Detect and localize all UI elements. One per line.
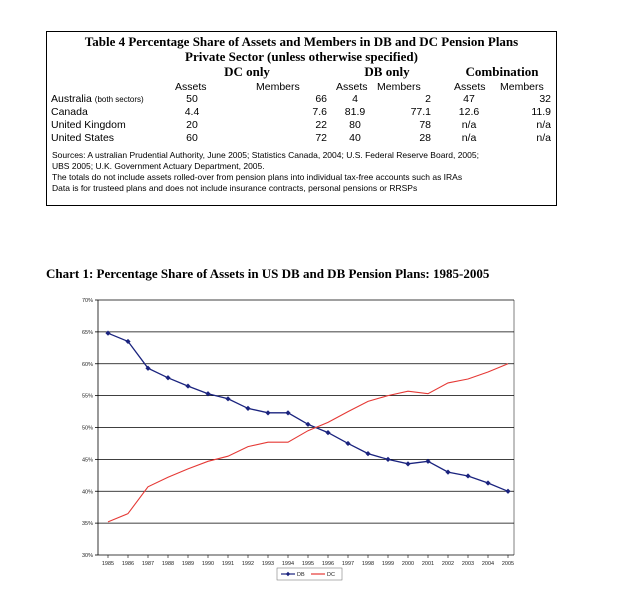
table-cell: 12.6 — [458, 106, 480, 118]
x-tick-label: 1991 — [221, 561, 235, 567]
x-tick-label: 1994 — [281, 561, 295, 567]
table-cell: 81.9 — [344, 106, 366, 118]
x-tick-label: 1993 — [261, 561, 275, 567]
table-row-label: United Kingdom — [51, 119, 126, 131]
table-title: Table 4 Percentage Share of Assets and Members in DB and DC Pension Plans — [84, 34, 519, 49]
table-cell: 66 — [315, 93, 327, 105]
data-point-db — [245, 406, 250, 411]
column-header: Members — [256, 81, 300, 93]
table-cell: n/a — [461, 132, 477, 144]
table-cell: 7.6 — [312, 106, 327, 118]
data-point-db — [345, 441, 350, 446]
data-point-db — [385, 457, 390, 462]
y-tick-label: 40% — [81, 489, 93, 496]
table-cell: 32 — [539, 93, 551, 105]
y-tick-label: 45% — [81, 457, 93, 464]
x-tick-label: 1985 — [101, 561, 115, 567]
data-point-db — [445, 470, 450, 475]
data-point-db — [225, 396, 230, 401]
table-note: The totals do not include assets rolled-over from pension plans into individual tax-free accounts such as IRAs — [52, 172, 463, 182]
x-tick-label: 1990 — [201, 561, 215, 567]
table-cell: 80 — [349, 119, 361, 131]
table-cell: 72 — [315, 132, 327, 144]
table-cell: 28 — [419, 132, 431, 144]
x-tick-label: 2002 — [441, 561, 455, 567]
legend — [277, 568, 342, 580]
table-row-label: Canada — [51, 106, 88, 118]
y-tick-label: 65% — [81, 329, 93, 336]
table-row-label: United States — [51, 132, 115, 144]
y-tick-label: 60% — [81, 361, 93, 368]
x-tick-label: 1997 — [341, 561, 355, 567]
axes — [82, 298, 514, 567]
table-cell: 22 — [315, 119, 327, 131]
data-point-db — [105, 331, 110, 336]
column-header: Assets — [175, 81, 207, 93]
table-cell: 11.9 — [531, 106, 551, 118]
x-tick-label: 2005 — [501, 561, 515, 567]
table-cell: 50 — [186, 93, 198, 105]
column-header: Assets — [336, 81, 368, 93]
series-markers — [105, 331, 510, 494]
data-point-db — [285, 410, 290, 415]
country-qualifier: (both sectors) — [94, 95, 144, 104]
table-cell: 47 — [463, 93, 475, 105]
table-note: UBS 2005; U.K. Government Actuary Department, 2005. — [52, 161, 265, 171]
data-point-db — [505, 489, 510, 494]
group-header-dc-only: DC only — [224, 64, 270, 79]
data-point-db — [325, 430, 330, 435]
legend-label-dc: DC — [327, 572, 335, 578]
x-tick-label: 1996 — [321, 561, 335, 567]
table-cell: 78 — [419, 119, 431, 131]
y-tick-label: 70% — [81, 298, 93, 304]
table-cell: 4.4 — [184, 106, 200, 118]
data-point-db — [365, 451, 370, 456]
table-cell: 60 — [186, 132, 198, 144]
table-cell: 2 — [425, 93, 431, 105]
y-tick-label: 35% — [81, 521, 93, 528]
x-tick-label: 2004 — [481, 561, 495, 567]
data-point-db — [265, 410, 270, 415]
x-tick-label: 2000 — [401, 561, 415, 567]
table-cell: 77.1 — [410, 106, 431, 118]
column-header: Members — [377, 81, 421, 93]
legend-label-db: DB — [297, 572, 305, 578]
y-tick-label: 50% — [81, 425, 93, 432]
group-header-db-only: DB only — [364, 64, 410, 79]
x-tick-label: 1998 — [361, 561, 375, 567]
table-cell: n/a — [536, 119, 551, 131]
data-point-db — [465, 473, 470, 478]
column-header: Assets — [454, 81, 486, 93]
series-line-db — [108, 333, 508, 491]
data-point-db — [405, 461, 410, 466]
data-point-db — [165, 375, 170, 380]
y-tick-label: 55% — [81, 393, 93, 400]
y-tick-label: 30% — [81, 553, 93, 559]
x-tick-label: 1992 — [241, 561, 255, 567]
x-tick-label: 1987 — [141, 561, 155, 567]
table-cell: 4 — [352, 93, 358, 105]
group-header-combination: Combination — [465, 64, 539, 79]
column-header: Members — [500, 81, 544, 93]
x-tick-label: 1999 — [381, 561, 395, 567]
series-line-dc — [108, 364, 508, 522]
gridlines — [98, 300, 514, 555]
table-subtitle: Private Sector (unless otherwise specified) — [185, 49, 418, 64]
x-tick-label: 2003 — [461, 561, 475, 567]
table-cell: 40 — [349, 132, 361, 144]
table-note: Data is for trusteed plans and does not include insurance contracts, personal pensions or RRSPs — [52, 183, 418, 193]
table-cell: n/a — [536, 132, 551, 144]
x-tick-label: 1986 — [121, 561, 135, 567]
x-tick-label: 1988 — [161, 561, 175, 567]
table-cell: 20 — [186, 119, 198, 131]
chart-title: Chart 1: Percentage Share of Assets in US DB and DB Pension Plans: 1985-2005 — [46, 266, 490, 281]
data-point-db — [485, 480, 490, 485]
x-tick-label: 1989 — [181, 561, 195, 567]
country-name: Australia — [51, 93, 92, 105]
x-tick-label: 2001 — [421, 561, 435, 567]
data-point-db — [185, 383, 190, 388]
table-note: Sources: A ustralian Prudential Authority, June 2005; Statistics Canada, 2004; U.S. Federal Reserve Board, 2005; — [52, 150, 479, 160]
table-cell: n/a — [461, 119, 477, 131]
data-point-db — [305, 422, 310, 427]
x-tick-label: 1995 — [301, 561, 315, 567]
